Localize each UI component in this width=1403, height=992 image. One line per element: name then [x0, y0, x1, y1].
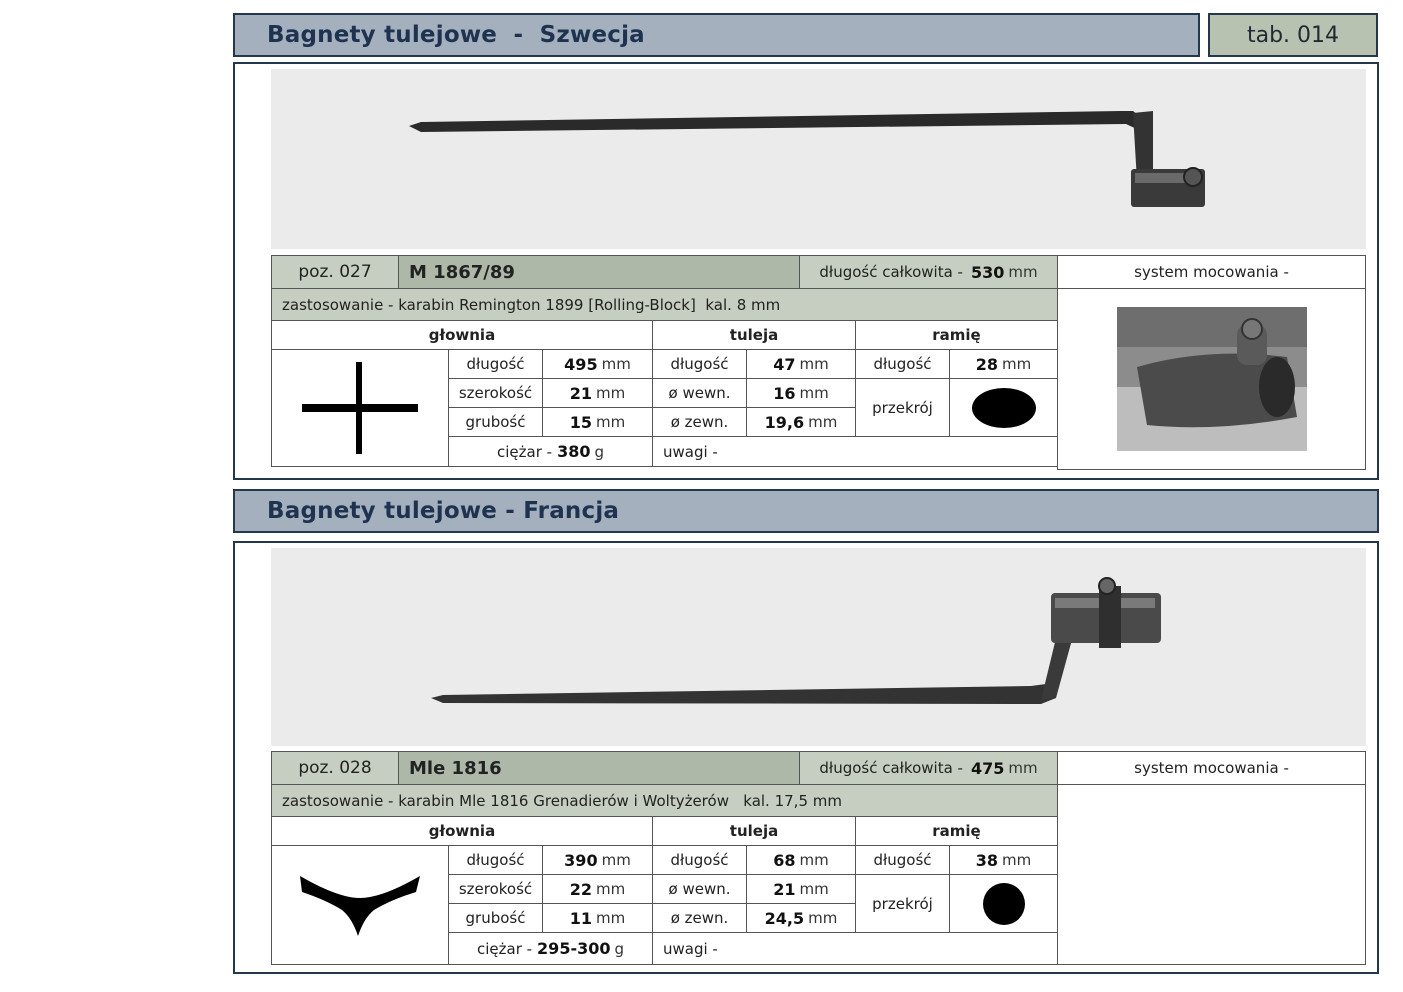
blade-length-label: długość: [448, 349, 543, 379]
socket-header: tuleja: [652, 816, 856, 846]
circle-section-icon: [981, 881, 1027, 927]
socket-length-label: długość: [652, 349, 747, 379]
tab-label: tab. 014: [1208, 13, 1378, 57]
socket-inner-diameter-value: 21 mm: [746, 874, 856, 904]
section-title: Bagnety tulejowe - Francja: [267, 498, 620, 524]
arm-length-label: długość: [855, 349, 950, 379]
blade-cross-section: [271, 349, 449, 467]
arm-header: ramię: [855, 320, 1058, 350]
position-number: poz. 027: [271, 255, 399, 289]
cruciform-section-icon: [300, 360, 420, 456]
blade-thickness-value: 11 mm: [542, 903, 653, 933]
total-length: długość całkowita - 475 mm: [799, 751, 1058, 785]
arm-length-label: długość: [855, 845, 950, 875]
arm-section-label: przekrój: [855, 378, 950, 437]
socket-length-value: 47 mm: [746, 349, 856, 379]
position-number: poz. 028: [271, 751, 399, 785]
socket-outer-diameter-label: ø zewn.: [652, 903, 747, 933]
usage-text: zastosowanie - karabin Remington 1899 [Rolling-Block] kal. 8 mm: [271, 288, 1058, 321]
item-card-027: [233, 62, 1379, 480]
blade-width-value: 21 mm: [542, 378, 653, 408]
trefoil-section-icon: [298, 872, 422, 938]
blade-header: głownia: [271, 816, 653, 846]
mounting-system-photo: [1057, 288, 1366, 470]
arm-section-label: przekrój: [855, 874, 950, 933]
blade-thickness-value: 15 mm: [542, 407, 653, 437]
blade-width-value: 22 mm: [542, 874, 653, 904]
section-header-france: [233, 489, 1379, 533]
arm-section-shape: [949, 874, 1058, 933]
socket-inner-diameter-label: ø wewn.: [652, 378, 747, 408]
socket-closeup-icon: [1117, 307, 1307, 451]
arm-header: ramię: [855, 816, 1058, 846]
socket-outer-diameter-label: ø zewn.: [652, 407, 747, 437]
socket-inner-diameter-value: 16 mm: [746, 378, 856, 408]
blade-width-label: szerokość: [448, 378, 543, 408]
blade-thickness-label: grubość: [448, 903, 543, 933]
blade-length-value: 495 mm: [542, 349, 653, 379]
section-header-sweden: [233, 13, 1200, 57]
blade-width-label: szerokość: [448, 874, 543, 904]
socket-outer-diameter-value: 19,6 mm: [746, 407, 856, 437]
total-length: długość całkowita - 530 mm: [799, 255, 1058, 289]
model-name: M 1867/89: [398, 255, 800, 289]
usage-text: zastosowanie - karabin Mle 1816 Grenadierów i Woltyżerów kal. 17,5 mm: [271, 784, 1058, 817]
socket-length-label: długość: [652, 845, 747, 875]
socket-inner-diameter-label: ø wewn.: [652, 874, 747, 904]
socket-header: tuleja: [652, 320, 856, 350]
weight: ciężar - 380 g: [448, 436, 653, 467]
item-card-028: [233, 541, 1379, 974]
blade-cross-section: [271, 845, 449, 965]
arm-length-value: 38 mm: [949, 845, 1058, 875]
blade-thickness-label: grubość: [448, 407, 543, 437]
blade-length-label: długość: [448, 845, 543, 875]
remarks: uwagi -: [652, 436, 1058, 467]
arm-section-shape: [949, 378, 1058, 437]
arm-length-value: 28 mm: [949, 349, 1058, 379]
mounting-system-empty: [1057, 784, 1366, 965]
socket-length-value: 68 mm: [746, 845, 856, 875]
bayonet-photo: [271, 548, 1366, 746]
bayonet-photo: [271, 69, 1366, 249]
remarks: uwagi -: [652, 932, 1058, 965]
blade-length-value: 390 mm: [542, 845, 653, 875]
mounting-system-label: system mocowania -: [1057, 255, 1366, 289]
section-title: Bagnety tulejowe - Szwecja: [267, 22, 645, 48]
socket-outer-diameter-value: 24,5 mm: [746, 903, 856, 933]
model-name: Mle 1816: [398, 751, 800, 785]
mounting-system-label: system mocowania -: [1057, 751, 1366, 785]
weight: ciężar - 295-300 g: [448, 932, 653, 965]
blade-header: głownia: [271, 320, 653, 350]
ellipse-section-icon: [971, 386, 1037, 430]
